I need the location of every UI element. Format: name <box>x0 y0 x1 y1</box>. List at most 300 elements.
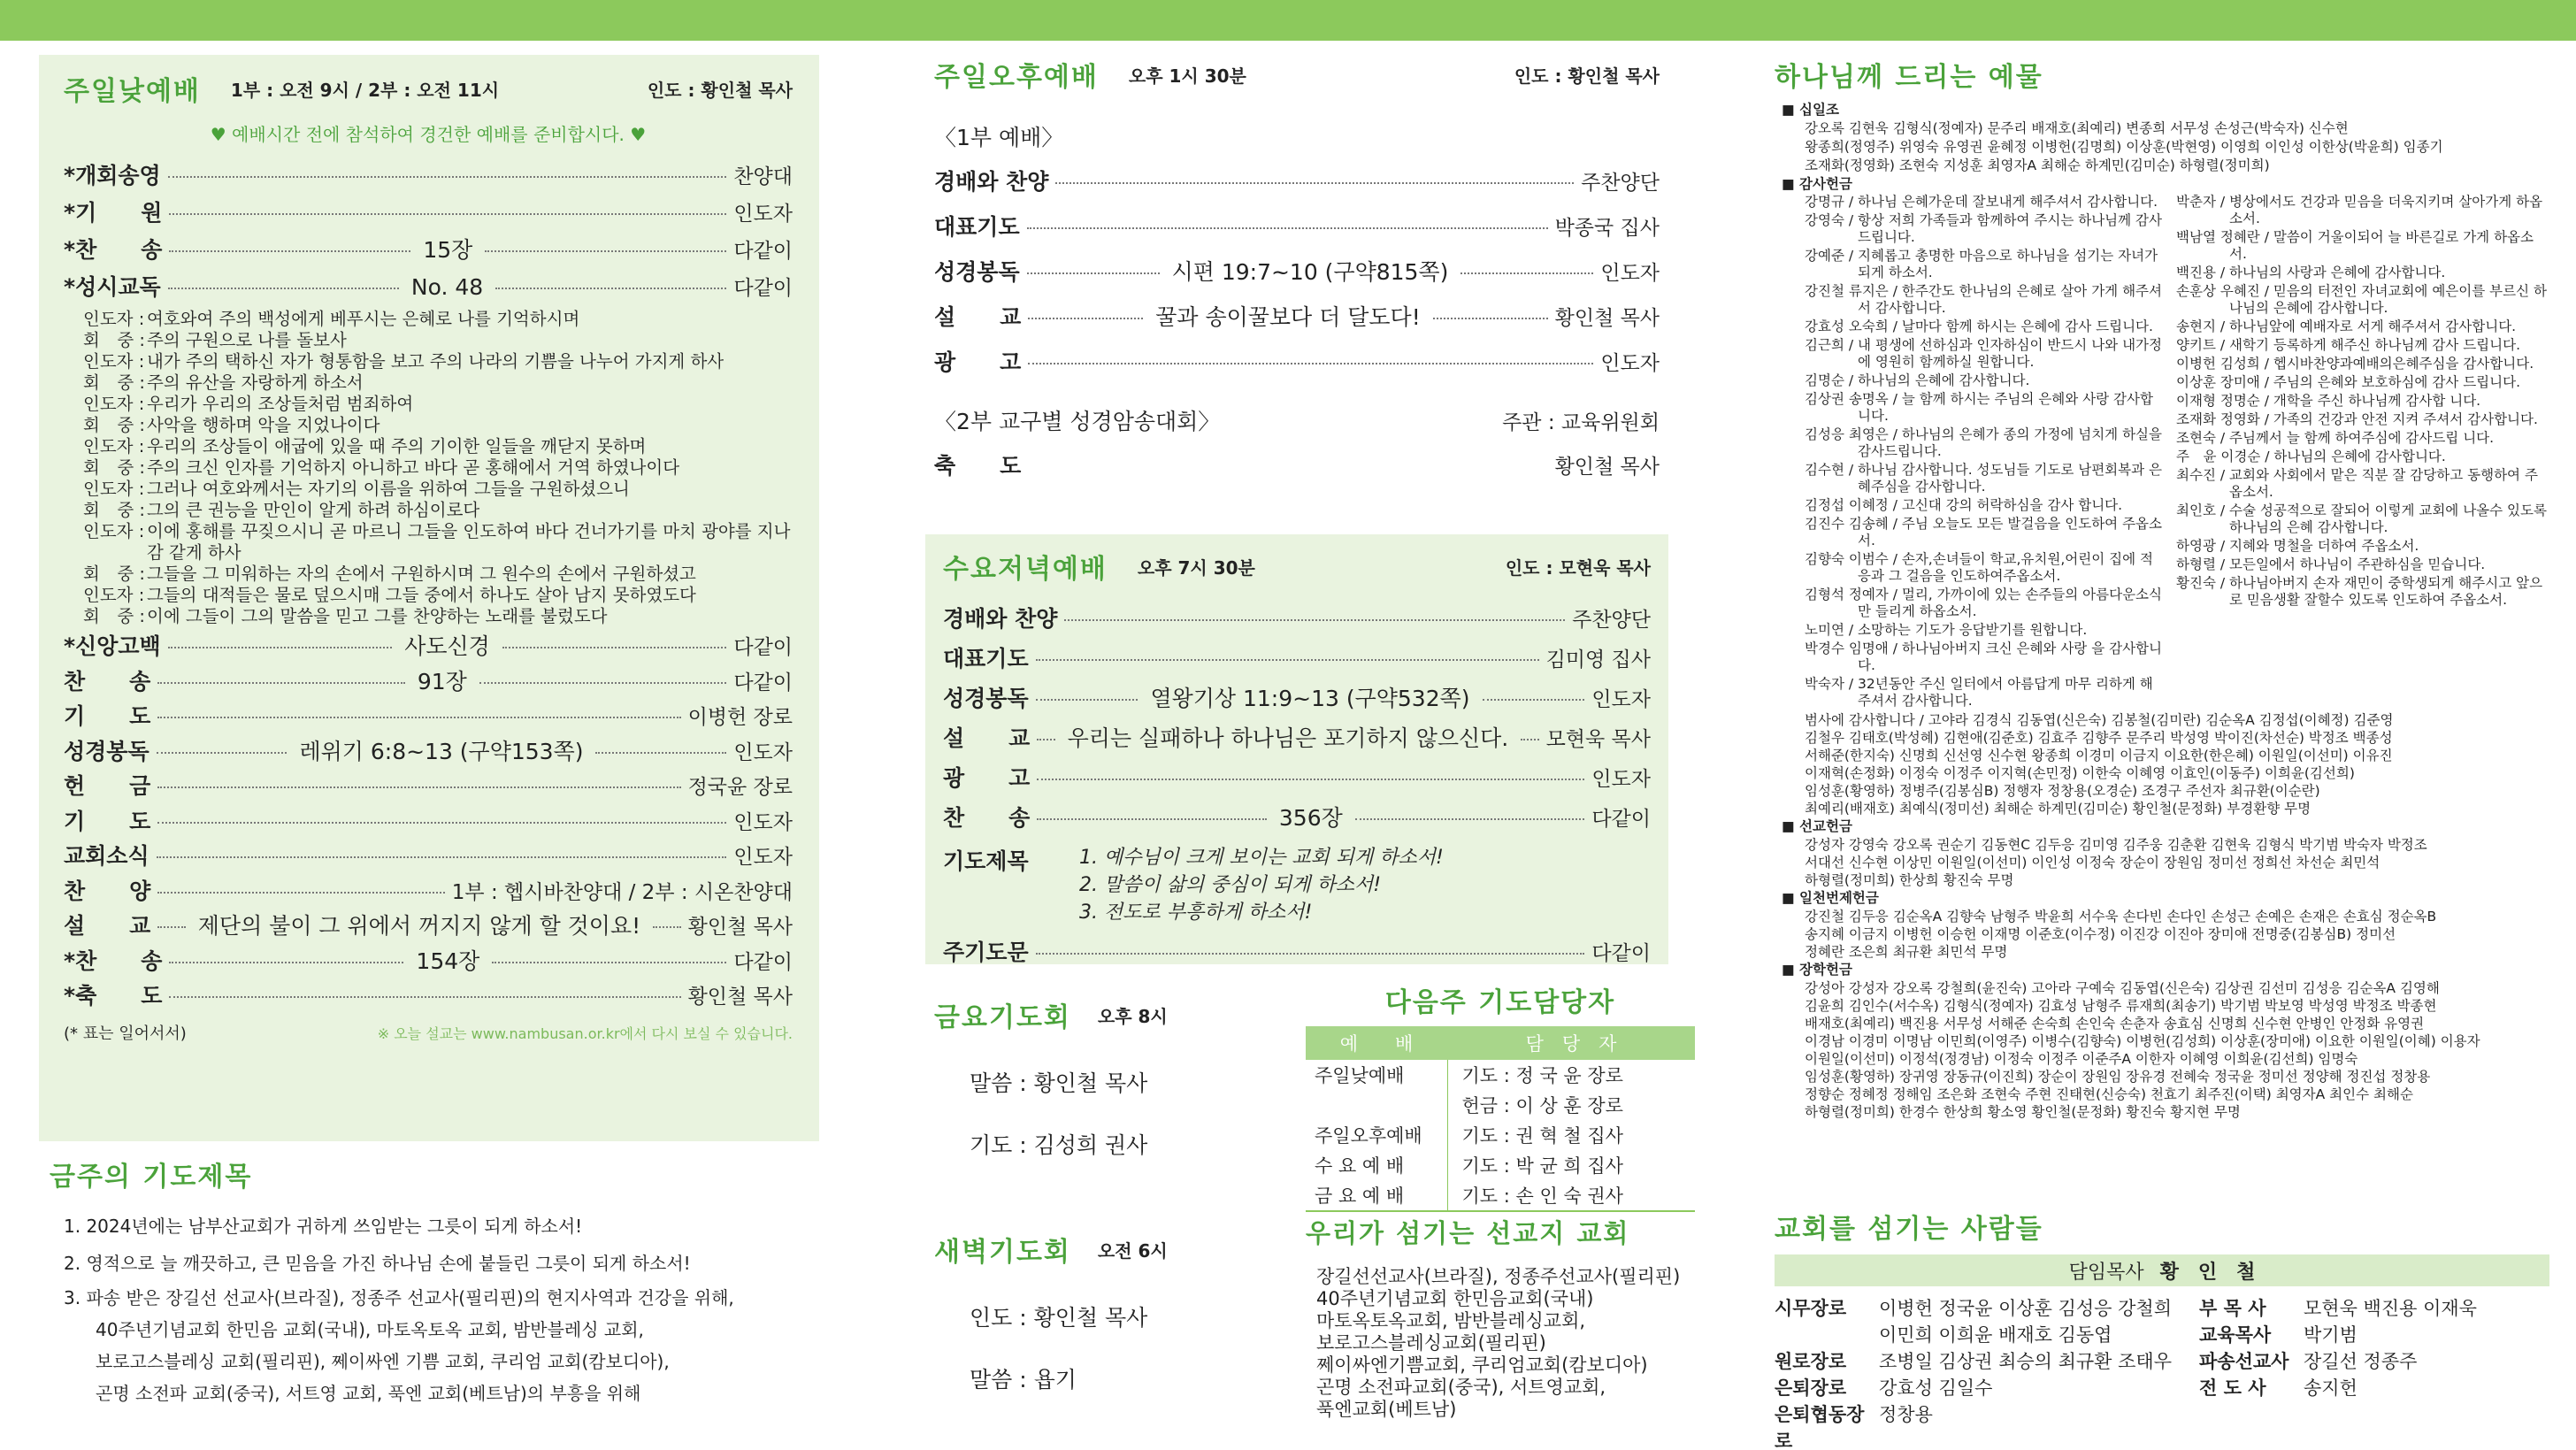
prayer-topic: 40주년기념교회 한민음 교회(국내), 마토옥토옥 교회, 밤반블레싱 교회, <box>96 1319 644 1340</box>
tithe-line: 조재화(정영화) 조현숙 지성훈 최영자A 최해순 하계민(김미순) 하형렬(정미희) <box>1805 157 2270 173</box>
thanks-right-list <box>2176 194 2548 711</box>
order-content: 사도신경 <box>404 633 490 659</box>
order-content: 열왕기상 11:9~13 (구약532쪽) <box>1150 686 1470 711</box>
order-content: 제단의 불이 그 위에서 꺼지지 않게 할 것이요! <box>197 913 641 939</box>
wednesday-prayer: 3. 전도로 부흥하게 하소서! <box>1079 901 1313 924</box>
thanks-entry: 백남열 정혜란 / 말씀이 거울이되어 늘 바른길로 가게 하옵소서. <box>2176 229 2534 262</box>
prayer-topics-list <box>50 1208 828 1409</box>
building-offering-list <box>1782 908 2549 961</box>
order-person: 정국윤 장로 <box>687 776 793 799</box>
staff-row <box>1775 1322 2199 1348</box>
responsive-line <box>83 415 793 436</box>
friday-prayer-section <box>934 995 1270 1160</box>
leader-dots <box>157 926 185 928</box>
staff-row <box>2199 1348 2544 1375</box>
thanks-entry: 김형석 정예자 / 멀리, 가까이에 있는 손주들의 아름다운소식만 들리게 하옵소서. <box>1805 587 2162 619</box>
thanks-entry: 강명규 / 하나님 은혜가운데 잘보내게 해주셔서 감사합니다. <box>1805 194 2158 210</box>
order-person: 인도자 <box>1600 352 1660 375</box>
staff-names: 장길선 정종주 <box>2304 1351 2418 1372</box>
dawn-line-1: 인도 : 황인철 목사 <box>970 1305 1148 1331</box>
order-item <box>64 233 793 270</box>
afternoon-order-list <box>934 165 1660 390</box>
thanks-entry: 최수진 / 교회와 사회에서 맡은 직분 잘 감당하고 동행하여 주옵소서. <box>2176 467 2538 500</box>
sunday-service-panel <box>39 55 819 1141</box>
thanks-entry: 박숙자 / 32년동안 주신 일터에서 아름답게 마무 리하게 해주셔서 감사합니다. <box>1805 676 2153 709</box>
staff-row <box>1775 1401 2199 1450</box>
thanks-entry: 강예준 / 지혜롭고 총명한 마음으로 하나님을 섬기는 자녀가 되게 하소서. <box>1805 248 2158 280</box>
staff-row <box>1775 1348 2199 1375</box>
missions-section <box>1306 1214 1713 1421</box>
dawn-line-2: 말씀 : 욥기 <box>970 1367 1077 1392</box>
next-week-person: 기도 : 박 균 희 집사 <box>1461 1155 1623 1177</box>
next-week-row <box>1306 1150 1695 1180</box>
responsive-speaker: 인도자 : <box>83 394 145 414</box>
head-pastor-label: 담임목사 <box>2068 1261 2144 1284</box>
order-label: *찬 송 <box>64 237 163 263</box>
scholar-offering-line: 정향순 정혜정 정해임 조은화 조현숙 주현 진태현(신승숙) 천효기 최주진(이택) 최영자A 최인수 최해순 <box>1805 1086 2413 1102</box>
next-week-service: 수 요 예 배 <box>1306 1150 1447 1180</box>
order-item <box>64 196 793 233</box>
head-pastor-name: 황 인 철 <box>2159 1261 2256 1284</box>
responsive-line <box>83 479 793 500</box>
order-person: 황인철 목사 <box>687 986 793 1009</box>
order-person: 황인철 목사 <box>687 916 794 939</box>
order-item <box>64 874 793 909</box>
leader-dots <box>1037 739 1054 740</box>
staff-role: 전 도 사 <box>2199 1377 2266 1399</box>
order-label: 기 도 <box>64 808 151 834</box>
leader-dots <box>1055 182 1574 184</box>
wednesday-title: 수요저녁예배 <box>943 554 1108 585</box>
order-label: 성경봉독 <box>64 738 150 764</box>
order-person: 다같이 <box>1591 808 1651 831</box>
leader-dots <box>1027 227 1548 229</box>
responsive-speaker: 회 중 : <box>83 330 145 350</box>
order-label: 광 고 <box>934 349 1022 375</box>
thanks-bottom-line: 김철우 김태호(박성혜) 김현애(김준호) 김효주 김향주 문주리 박성영 박이진(차선순) 박정조 백종성 <box>1805 730 2393 746</box>
mission-offering-line: 서대선 신수현 이상민 이원일(이선미) 이인성 이정숙 장순이 장원임 정미선 정희선 차선순 최민석 <box>1805 855 2380 871</box>
dawn-time: 오전 6시 <box>1097 1239 1168 1262</box>
leader-dots <box>1483 699 1585 701</box>
sermon-website-note: ※ 오늘 설교는 www.nambusan.or.kr에서 다시 보실 수 있습니다. <box>377 1024 793 1042</box>
afternoon-leader: 인도 : 황인철 목사 <box>1514 65 1660 87</box>
scholar-offering-list <box>1782 979 2549 1121</box>
leader-dots <box>1027 272 1160 274</box>
staff-row <box>1775 1295 2199 1322</box>
afternoon-part2-host: 주관 : 교육위원회 <box>1502 411 1660 434</box>
thanks-entry: 송현지 / 하나님앞에 예배자로 서게 해주셔서 감사합니다. <box>2176 318 2517 334</box>
order-person: 찬양대 <box>733 165 793 188</box>
leader-dots <box>169 250 410 252</box>
leader-dots <box>479 682 727 684</box>
thanks-entry: 강영숙 / 항상 저희 가족들과 함께하여 주시는 하나님께 감사드립니다. <box>1805 212 2162 245</box>
wednesday-service-panel <box>925 534 1668 964</box>
friday-time: 오후 8시 <box>1097 1005 1168 1027</box>
next-week-row <box>1306 1090 1695 1120</box>
responsive-speaker: 회 중 : <box>83 500 145 520</box>
thanks-entry: 김정섭 이혜정 / 고신대 강의 허락하심을 감사 합니다. <box>1805 497 2123 513</box>
wednesday-item <box>943 602 1651 641</box>
wednesday-prayer: 2. 말씀이 삶의 중심이 되게 하소서! <box>1079 874 1382 896</box>
staff-role: 교육목사 <box>2199 1324 2272 1346</box>
responsive-text: 이에 홍해를 꾸짖으시니 곧 마르니 그들을 인도하여 바다 건너가기를 마치 광야를 지나감 같게 하사 <box>147 521 791 563</box>
staff-title: 교회를 섬기는 사람들 <box>1775 1214 2043 1245</box>
afternoon-blessing-label: 축 도 <box>934 453 1022 479</box>
afternoon-title: 주일오후예배 <box>934 62 1099 93</box>
staff-names: 박기범 <box>2304 1324 2358 1346</box>
mission-offering-label: ■ 선교헌금 <box>1782 818 1852 834</box>
responsive-text: 그들을 그 미워하는 자의 손에서 구원하시며 그 원수의 손에서 구원하셨고 <box>147 564 696 584</box>
order-label: *기 원 <box>64 200 163 226</box>
responsive-line <box>83 564 793 585</box>
leader-dots <box>1028 318 1143 319</box>
leader-dots <box>157 856 727 858</box>
leader-dots <box>1028 363 1593 364</box>
leader-dots <box>157 717 680 718</box>
leader-dots <box>169 962 403 963</box>
friday-line-2: 기도 : 김성희 권사 <box>970 1132 1148 1158</box>
responsive-text: 내가 주의 택하신 자가 형통함을 보고 주의 나라의 기쁨을 나누어 가지게 하사 <box>147 351 724 372</box>
responsive-text: 이에 그들이 그의 말씀을 믿고 그를 찬양하는 노래를 불렀도다 <box>147 606 608 626</box>
friday-line-1: 말씀 : 황인철 목사 <box>970 1070 1148 1096</box>
tithe-label: ■ 십일조 <box>1782 102 1839 118</box>
order-person: 다같이 <box>733 636 794 659</box>
order-person: 주찬양단 <box>1581 172 1660 195</box>
next-week-person: 기도 : 정 국 윤 장로 <box>1461 1065 1623 1086</box>
responsive-line <box>83 351 793 372</box>
sunday-service-leader: 인도 : 황인철 목사 <box>647 79 793 101</box>
thanks-entry: 강진철 류지은 / 한주간도 한나님의 은혜로 살아 가게 해주셔서 감사합니다. <box>1805 283 2162 316</box>
order-content: No. 48 <box>410 274 484 300</box>
order-item <box>64 804 793 840</box>
staff-role <box>1775 1322 1879 1348</box>
order-item <box>64 699 793 734</box>
thanks-label: ■ 감사헌금 <box>1782 176 1852 192</box>
next-week-service <box>1306 1090 1447 1120</box>
thanks-entry: 강효성 오숙희 / 날마다 함께 하시는 은혜에 감사 드립니다. <box>1805 318 2153 334</box>
leader-dots <box>168 647 393 648</box>
scholar-offering-label: ■ 장학헌금 <box>1782 962 1852 978</box>
order-item <box>64 909 793 944</box>
responsive-speaker: 회 중 : <box>83 372 145 393</box>
staff-names: 모현욱 백진용 이재욱 <box>2304 1298 2477 1319</box>
thanks-entry: 이상훈 장미애 / 주님의 은혜와 보호하심에 감사 드립니다. <box>2176 374 2521 390</box>
wednesday-order-list <box>943 602 1651 840</box>
next-week-service: 주일낮예배 <box>1306 1060 1447 1090</box>
order-list-2 <box>64 629 793 1014</box>
afternoon-item <box>934 255 1660 300</box>
thanks-entry: 양키트 / 새학기 등록하게 해주신 하나님께 감사 드립니다. <box>2176 337 2521 353</box>
order-content: 356장 <box>1278 805 1343 831</box>
wednesday-item <box>943 721 1651 761</box>
building-offering-line: 송지혜 이금지 이병헌 이승헌 이재명 이준호(이수정) 이진강 이진아 장미애 전명중(김봉심B) 정미선 <box>1805 926 2396 942</box>
responsive-line <box>83 372 793 394</box>
order-person: 인도자 <box>733 846 793 869</box>
leader-dots <box>495 288 726 289</box>
leader-dots <box>595 752 726 754</box>
responsive-text: 그러나 여호와께서는 자기의 이름을 위하여 그들을 구원하셨으니 <box>147 479 630 499</box>
order-item <box>64 978 793 1014</box>
staff-names: 강효성 김일수 <box>1879 1377 1993 1399</box>
offerings-title: 하나님께 드리는 예물 <box>1775 62 2043 93</box>
responsive-line <box>83 457 793 479</box>
order-person: 인도자 <box>733 203 793 226</box>
responsive-text: 주의 구원으로 나를 돌보사 <box>147 330 347 350</box>
order-label: *개회송영 <box>64 163 161 188</box>
afternoon-item <box>934 300 1660 345</box>
order-content: 우리는 실패하나 하나님은 포기하지 않으신다. <box>1067 725 1509 751</box>
offerings-section <box>1775 55 2549 1121</box>
mission-church: 장길선선교사(브라질), 정종주선교사(필리핀) <box>1316 1266 1681 1287</box>
missions-list <box>1306 1266 1713 1421</box>
order-label: 찬 양 <box>64 878 151 904</box>
order-person: 모현욱 목사 <box>1545 728 1651 751</box>
leader-dots <box>168 288 399 289</box>
staff-role: 은퇴장로 <box>1775 1377 1847 1399</box>
mission-offering-list <box>1782 836 2549 889</box>
responsive-speaker: 인도자 : <box>83 521 145 541</box>
afternoon-item <box>934 210 1660 255</box>
thanks-entry: 김진수 김송혜 / 주님 오늘도 모든 발걸음을 인도하여 주옵소서. <box>1805 516 2162 549</box>
responsive-speaker: 인도자 : <box>83 479 145 499</box>
order-item <box>64 769 793 804</box>
leader-dots <box>157 752 288 754</box>
thanks-entry: 하영광 / 지혜와 명철을 더하여 주옵소서. <box>2176 538 2419 554</box>
order-label: 성경봉독 <box>934 259 1020 285</box>
order-person: 다같이 <box>733 240 793 263</box>
leader-dots <box>169 996 680 998</box>
staff-right-list <box>2199 1295 2544 1450</box>
next-week-header-persons: 담 당 자 <box>1525 1033 1617 1055</box>
wednesday-leader: 인도 : 모현욱 목사 <box>1505 556 1651 579</box>
next-week-service: 금 요 예 배 <box>1306 1180 1447 1211</box>
next-week-table <box>1306 1026 1695 1212</box>
leader-dots <box>1460 272 1593 274</box>
thanks-entry: 이병헌 김성희 / 헵시바찬양과예배의은혜주심을 감사합니다. <box>2176 356 2534 372</box>
responsive-line <box>83 436 793 457</box>
scholar-offering-line: 강성아 강성자 강오록 강철희(윤진숙) 고아라 구예숙 김동엽(신은숙) 김상권 김선미 김성응 김순옥A 김영해 <box>1805 980 2440 996</box>
sunday-service-time: 1부 : 오전 9시 / 2부 : 오전 11시 <box>230 79 500 101</box>
responsive-text: 그의 큰 권능을 만인이 알게 하려 하심이로다 <box>147 500 480 520</box>
wednesday-prayer: 1. 예수님이 크게 보이는 교회 되게 하소서! <box>1079 847 1444 869</box>
scholar-offering-line: 임성훈(황영하) 장귀영 장동규(이진희) 장순이 장원임 장유경 전혜숙 정국윤 정미선 정양해 정진섭 정창용 <box>1805 1069 2431 1085</box>
thanks-bottom-line: 임성훈(황영하) 정병주(김봉심B) 정행자 정창용(오경순) 조경구 주선자 최규환(이순란) <box>1805 783 2320 799</box>
order-label: 대표기도 <box>943 646 1029 671</box>
thanks-entry: 김상권 송명옥 / 늘 함께 하시는 주님의 은혜와 사랑 감사합니다. <box>1805 391 2153 424</box>
order-label: 설 교 <box>934 304 1022 330</box>
responsive-text: 우리가 우리의 조상들처럼 범죄하여 <box>147 394 414 414</box>
thanks-entry: 김성응 최영은 / 하나님의 은혜가 종의 가정에 넘치게 하실을 감사드립니다. <box>1805 426 2162 459</box>
order-person: 김미영 집사 <box>1545 648 1651 671</box>
leader-dots <box>157 822 726 824</box>
mission-church: 마토옥토옥교회, 밤반블레싱교회, <box>1316 1310 1586 1331</box>
thanks-bottom-line: 서해준(한지숙) 신명희 신선영 신수현 왕종희 이경미 이금지 이요한(한은혜) 이원일(이선미) 이유진 <box>1805 748 2393 763</box>
order-label: 기 도 <box>64 703 151 729</box>
responsive-line <box>83 330 793 351</box>
responsive-speaker: 인도자 : <box>83 436 145 456</box>
tithe-line: 강오록 김현욱 김형식(정예자) 문주리 배재호(최예리) 변종희 서무성 손성근(박숙자) 신수현 <box>1805 120 2349 136</box>
thanks-entry: 조현숙 / 주님께서 늘 함께 하여주심에 감사드립 니다. <box>2176 430 2495 446</box>
staff-names: 조병일 김상권 최승의 최규환 조태우 <box>1879 1351 2172 1372</box>
thanks-entry: 노미연 / 소망하는 기도가 응답받기를 원합니다. <box>1805 622 2088 638</box>
thanks-entry: 황진숙 / 하나님아버지 손자 재민이 중학생되게 해주시고 앞으로 믿음생활 잘할수 있도록 인도하여 주옵소서. <box>2176 575 2543 608</box>
responsive-speaker: 회 중 : <box>83 457 145 478</box>
afternoon-part1: 〈1부 예배〉 <box>934 125 1064 150</box>
order-content: 꿀과 송이꿀보다 더 달도다! <box>1155 304 1421 330</box>
leader-dots <box>1064 619 1565 621</box>
prayer-topic: 3. 파송 받은 장길선 선교사(브라질), 정종주 선교사(필리핀)의 현지사역과 건강을 위해, <box>64 1287 734 1308</box>
staff-head-pastor <box>1775 1254 2549 1286</box>
responsive-speaker: 인도자 : <box>83 309 145 329</box>
leader-dots <box>485 250 726 252</box>
lords-prayer-label: 주기도문 <box>943 940 1029 965</box>
order-content: 154장 <box>416 947 480 974</box>
responsive-text: 그들의 대적들은 물로 덮으시매 그들 중에서 하나도 살아 남지 못하였도다 <box>147 585 696 605</box>
thanks-entry: 주 윤 이경순 / 하나님의 은혜에 감사합니다. <box>2176 449 2446 464</box>
staff-role: 파송선교사 <box>2199 1351 2289 1372</box>
next-week-header-service: 예 배 <box>1339 1033 1414 1055</box>
order-list-1 <box>64 158 793 307</box>
thanks-entry: 손훈상 우혜진 / 믿음의 터전인 자녀교회에 예은이를 부르신 하나님의 은혜에 감사합니다. <box>2176 283 2547 316</box>
responsive-text: 주의 유산을 자랑하게 하소서 <box>147 372 364 393</box>
order-person: 인도자 <box>1591 768 1651 791</box>
order-label: *성시교독 <box>64 274 161 300</box>
next-week-row <box>1306 1120 1695 1150</box>
afternoon-item <box>934 345 1660 390</box>
leader-dots <box>1037 818 1267 820</box>
order-item <box>64 734 793 770</box>
thanks-entry: 김근희 / 내 평생에 선하심과 인자하심이 반드시 나와 내가정에 영원히 함께하실 원합니다. <box>1805 337 2162 370</box>
order-label: 교회소식 <box>64 843 150 869</box>
thanks-entry: 김수현 / 하나님 감사합니다. 성도님들 기도로 남편회복과 은혜주심을 감사합니다. <box>1805 462 2162 495</box>
responsive-speaker: 회 중 : <box>83 606 145 626</box>
responsive-line <box>83 394 793 415</box>
responsive-text: 우리의 조상들이 애굽에 있을 때 주의 기이한 일들을 깨닫지 못하며 <box>147 436 647 456</box>
thanks-left-list <box>1805 194 2176 711</box>
staff-role: 은퇴협동장로 <box>1775 1404 1865 1450</box>
staff-role: 시무장로 <box>1775 1298 1847 1319</box>
staff-names: 송지헌 <box>2304 1377 2358 1399</box>
thanks-bottom-line: 이재혁(손정화) 이정숙 이정주 이지혁(손민정) 이한숙 이혜영 이효인(이동주) 이희윤(김선희) <box>1805 765 2355 781</box>
leader-dots <box>1036 659 1539 661</box>
order-person: 인도자 <box>733 810 793 834</box>
prayer-topic: 1. 2024년에는 남부산교회가 귀하게 쓰임받는 그릇이 되게 하소서! <box>64 1216 583 1237</box>
staff-row <box>2199 1375 2544 1401</box>
stand-footnote: (* 표는 일어서서) <box>64 1024 187 1043</box>
order-label: 대표기도 <box>934 214 1020 240</box>
leader-dots <box>653 926 680 928</box>
staff-row <box>2199 1295 2544 1322</box>
sunday-service-title: 주일낮예배 <box>64 76 201 107</box>
order-item <box>64 944 793 979</box>
prayer-topics-title: 금주의 기도제목 <box>50 1162 253 1193</box>
prayer-topic: 곤명 소전파 교회(중국), 서트영 교회, 푹엔 교회(베트남)의 부흥을 위해 <box>96 1383 641 1404</box>
prayer-topics-section <box>50 1155 828 1409</box>
top-color-bar <box>0 0 2576 41</box>
thanks-entry: 하형렬 / 모든일에서 하나님이 주관하심을 믿습니다. <box>2176 556 2486 572</box>
mission-church: 보로고스블레싱교회(필리핀) <box>1316 1332 1546 1354</box>
order-label: 성경봉독 <box>943 686 1029 711</box>
order-item <box>64 270 793 307</box>
leader-dots <box>157 682 405 684</box>
scholar-offering-line: 이경남 이경미 이명남 이민희(이영주) 이병수(김향숙) 이병헌(김성희) 이상훈(장미애) 이요한 이원일(이혜) 이용자 <box>1805 1033 2480 1049</box>
thanks-entry: 김명순 / 하나님의 은혜에 감사합니다. <box>1805 372 2030 388</box>
staff-section <box>1775 1207 2549 1450</box>
leader-dots <box>169 213 726 215</box>
tithe-line: 왕종희(정영주) 위영숙 유영권 윤혜정 이병헌(김명희) 이상훈(박현영) 이영희 이인성 이한상(박윤희) 임종기 <box>1805 139 2443 155</box>
wednesday-prayer-label: 기도제목 <box>943 848 1029 874</box>
afternoon-item <box>934 165 1660 210</box>
order-item <box>64 839 793 874</box>
order-person: 1부 : 헵시바찬양대 / 2부 : 시온찬양대 <box>451 880 793 904</box>
lords-prayer-right: 다같이 <box>1591 942 1651 965</box>
responsive-line <box>83 521 793 564</box>
leader-dots <box>168 176 727 178</box>
order-content: 91장 <box>417 668 467 694</box>
next-week-person: 기도 : 권 혁 철 집사 <box>1461 1125 1623 1147</box>
wednesday-item <box>943 681 1651 721</box>
order-label: 설 교 <box>64 913 151 939</box>
responsive-text: 주의 크신 인자를 기억하지 아니하고 바다 곧 홍해에서 거역 하였나이다 <box>147 457 680 478</box>
wednesday-item <box>943 801 1651 840</box>
afternoon-time: 오후 1시 30분 <box>1128 65 1246 87</box>
responsive-speaker: 회 중 : <box>83 564 145 584</box>
staff-names: 정창용 <box>1879 1404 1933 1425</box>
building-offering-label: ■ 일천번제헌금 <box>1782 890 1879 906</box>
mission-church: 40주년기념교회 한민음교회(국내) <box>1316 1288 1594 1309</box>
next-week-prayer-table <box>1306 980 1695 1212</box>
wednesday-item <box>943 641 1651 681</box>
order-label: 광 고 <box>943 765 1031 791</box>
responsive-line <box>83 585 793 606</box>
order-label: 설 교 <box>943 725 1031 751</box>
order-label: *신앙고백 <box>64 633 161 659</box>
thanks-entry: 최인호 / 수술 성공적으로 잘되어 이렇게 교회에 나올수 있도록 하나님의 은혜 감사합니다. <box>2176 503 2547 535</box>
order-item <box>64 629 793 664</box>
dawn-title: 새벽기도회 <box>934 1237 1071 1268</box>
order-person: 박종국 집사 <box>1554 217 1660 240</box>
order-person: 주찬양단 <box>1572 609 1651 632</box>
order-label: 찬 송 <box>64 668 151 694</box>
thanks-entry: 김향숙 이범수 / 손자,손녀들이 학교,유치원,어린이 집에 적응과 그 걸음을 인도하여주옵소서. <box>1805 551 2153 584</box>
staff-role: 부 목 사 <box>2199 1298 2266 1319</box>
afternoon-part2: 〈2부 교구별 성경암송대회〉 <box>934 409 1221 434</box>
leader-dots <box>1355 818 1585 820</box>
leader-dots <box>1036 699 1138 701</box>
thanks-entry: 박춘자 / 병상에서도 건강과 믿음을 더욱지키며 살아가게 하옵소서. <box>2176 194 2543 226</box>
order-person: 다같이 <box>733 277 794 300</box>
leader-dots <box>502 647 727 648</box>
mission-offering-line: 하형렬(정미희) 한상희 황진숙 무명 <box>1805 872 2014 888</box>
order-label: 경배와 찬양 <box>934 169 1049 195</box>
order-label: *찬 송 <box>64 947 163 974</box>
order-label: *축 도 <box>64 983 163 1009</box>
responsive-speaker: 인도자 : <box>83 351 145 372</box>
building-offering-line: 정혜란 조은희 최규환 최민석 무명 <box>1805 944 2008 960</box>
responsive-text: 사악을 행하며 악을 지었나이다 <box>147 415 380 435</box>
next-week-row <box>1306 1060 1695 1090</box>
order-person: 인도자 <box>733 740 793 764</box>
leader-dots <box>157 892 444 894</box>
order-label: 찬 송 <box>943 805 1031 831</box>
scholar-offering-line: 이원일(이선미) 이정석(정경남) 이정숙 이정주 이준주A 이한자 이혜영 이희윤(김선희) 임명숙 <box>1805 1051 2358 1067</box>
order-item <box>64 158 793 196</box>
thanks-bottom-line: 범사에 감사합니다 / 고야라 김경식 김동엽(신은숙) 김봉철(김미란) 김순옥A 김정섭(이혜정) 김준영 <box>1805 712 2394 728</box>
missions-title: 우리가 섬기는 선교지 교회 <box>1306 1218 1630 1248</box>
afternoon-blessing-right: 황인철 목사 <box>1554 456 1660 479</box>
thanks-entry: 조재화 정영화 / 가족의 건강과 안전 지켜 주셔서 감사합니다. <box>2176 411 2538 427</box>
mission-offering-line: 강성자 강영숙 강오록 권순기 김동현C 김두응 김미영 김주웅 김춘환 김현욱 김형식 박기범 박숙자 박정조 <box>1805 837 2427 853</box>
